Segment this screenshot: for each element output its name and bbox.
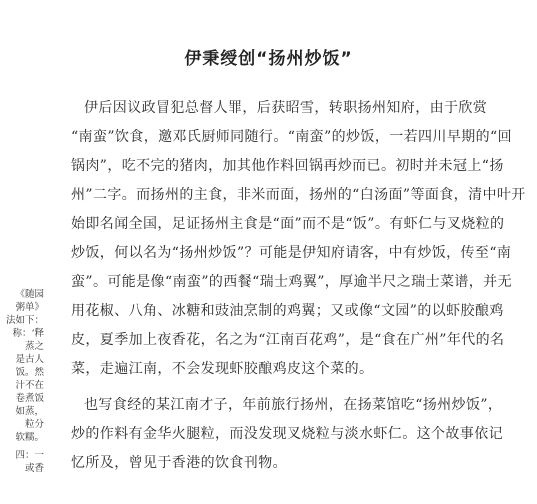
margin-note-line: 软糯。 (15, 432, 44, 443)
margin-note-line: 法如下： (5, 315, 44, 326)
paragraph-line: 用花椒、八角、冰糖和豉油烹制的鸡翼；又或像“文园”的以虾胶酿鸡 (71, 303, 504, 319)
margin-note-line: 卷煮饭 (15, 393, 44, 404)
margin-note-line: 蒸之 (24, 341, 44, 352)
margin-annotation (0, 0, 44, 504)
margin-note-line: 粥单》 (15, 302, 44, 313)
margin-note-line: 或香 (24, 463, 44, 474)
paragraph-line: 炒饭，何以名为“扬州炒饭”？可能是伊知府请客，中有炒饭，传至“南 (71, 245, 512, 261)
margin-note-line: 饭。然 (15, 367, 44, 378)
margin-note-line: 如蒸， (15, 406, 44, 417)
margin-note-line: 四：一 (15, 450, 44, 461)
paragraph-line: 锅肉”，吃不完的猪肉，加其他作料回锅再炒而已。初时并未冠上“扬 (71, 158, 504, 174)
paragraph-line: 蛮”。可能是像“南蛮”的西餐“瑞士鸡翼”，厚逾半尺之瑞士菜谱，并无 (71, 274, 512, 290)
margin-note-line: 汁不在 (15, 380, 44, 391)
paragraph-line: 始即名闻全国，足证扬州主食是“面”而不是“饭”。有虾仁与叉烧粒的 (71, 216, 505, 232)
paragraph-line: 菜，走遍江南，不会发现虾胶酿鸡皮这个菜的。 (71, 361, 374, 377)
margin-note-line: 《随园 (15, 289, 44, 300)
paragraph-line: 州”二字。而扬州的主食，非米而面，扬州的“白汤面”等面食，清中叶开 (71, 187, 526, 203)
paragraph-line: “南蛮”饮食，邀邓氏厨师同随行。“南蛮”的炒饭，一若四川早期的“回 (71, 129, 512, 145)
margin-note-line: 粒分 (24, 419, 44, 430)
paragraph-line: 忆所及，曾见于香港的饮食刊物。 (71, 455, 287, 471)
margin-note-line: 是古人 (15, 354, 44, 365)
paragraph-line: 皮，夏季加上夜香花，名之为“江南百花鸡”，是“食在广州”年代的名 (71, 332, 505, 348)
article-title: 伊秉绶创“扬州炒饭” (184, 49, 353, 69)
margin-note-line: 称：‘释 (12, 328, 44, 339)
paragraph-line: 伊后因议政冒犯总督人罪，后获昭雪，转职扬州知府，由于欣赏 (84, 100, 488, 116)
paragraph-line: 炒的作料有金华火腿粒，而没发现叉烧粒与淡水虾仁。这个故事依记 (71, 426, 503, 442)
paragraph-line: 也写食经的某江南才子，年前旅行扬州，在扬菜馆吃“扬州炒饭”， (84, 397, 503, 413)
